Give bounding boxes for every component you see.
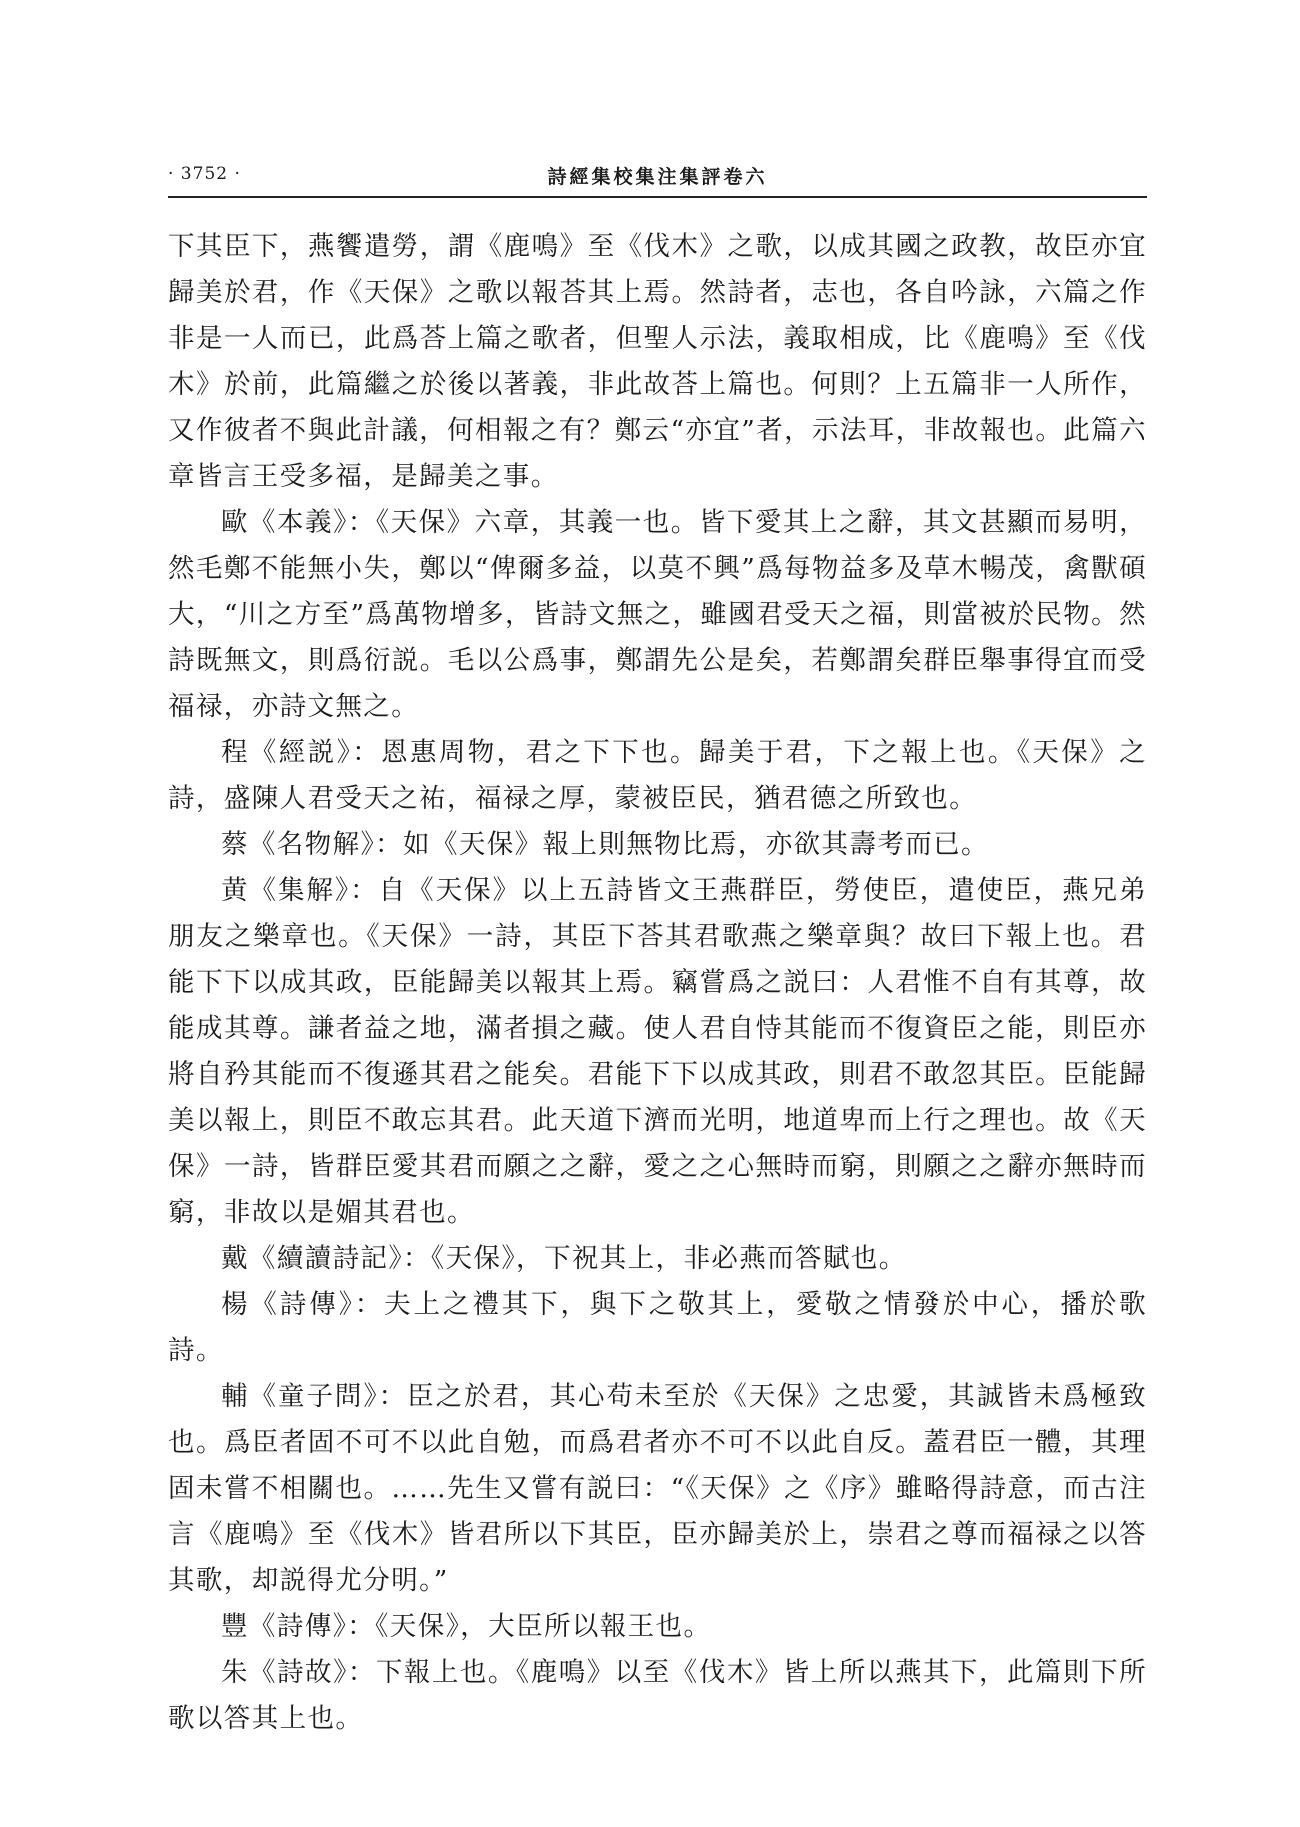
paragraph-feng-shizhuan: 豐《詩傳》：《天保》，大臣所以報王也。 <box>221 1611 712 1642</box>
page-header <box>168 160 1147 200</box>
paragraph-cheng-jingshuo: 程《經説》：恩惠周物，君之下下也。歸美于君，下之報上也。《天保》之詩，盛陳人君受天之祐，福禄之厚，蒙被臣民，猶君德之所致也。 <box>168 737 1147 814</box>
paragraph-yang-shizhuan: 楊《詩傳》：夫上之禮其下，與下之敬其上，愛敬之情發於中心，播於歌詩。 <box>168 1289 1147 1366</box>
paragraph-cai-mingwujie: 蔡《名物解》：如《天保》報上則無物比焉，亦欲其壽考而已。 <box>221 829 989 860</box>
paragraph-dai-xudushiji: 戴《續讀詩記》：《天保》，下祝其上，非必燕而答賦也。 <box>221 1243 907 1274</box>
text-body <box>168 224 1147 1742</box>
paragraph-huang-jijie: 黄《集解》：自《天保》以上五詩皆文王燕群臣，勞使臣，遣使臣，燕兄弟朋友之樂章也。《天保》一詩，其臣下荅其君歌燕之樂章與？故曰下報上也。君能下下以成其政，臣能歸美以報其上焉。竊嘗爲之説曰：人君惟不自有其尊，故能成其尊。謙者益之地，滿者損之藏。使人君自恃其能而不復資臣之能，則臣亦將自矜其能而不復遜其君之能矣。君能下下以成其政，則君不敢忽其臣。臣能歸美以報上，則臣不敢忘其君。此天道下濟而光明，地道卑而上行之理也。故《天保》一詩，皆群臣愛其君而願之之辭，愛之之心無時而窮，則願之之辭亦無時而窮，非故以是媚其君也。 <box>168 875 1147 1228</box>
header-rule <box>168 196 1147 198</box>
paragraph-fu-tongziwen: 輔《童子問》：臣之於君，其心苟未至於《天保》之忠愛，其誠皆未爲極致也。爲臣者固不可不以此自勉，而爲君者亦不可不以此自反。蓋君臣一體，其理固未嘗不相關也。……先生又嘗有説曰：“《天保》之《序》雖略得詩意，而古注言《鹿鳴》至《伐木》皆君所以下其臣，臣亦歸美於上，崇君之尊而福禄之以答其歌，却説得尤分明。” <box>168 1381 1147 1596</box>
paragraph-kong-commentary-continued: 下其臣下，燕饗遣勞，謂《鹿鳴》至《伐木》之歌，以成其國之政教，故臣亦宜歸美於君，作《天保》之歌以報荅其上焉。然詩者，志也，各自吟詠，六篇之作非是一人而已，此爲荅上篇之歌者，但聖人示法，義取相成，比《鹿鳴》至《伐木》於前，此篇繼之於後以著義，非此故荅上篇也。何則？上五篇非一人所作，又作彼者不與此計議，何相報之有？鄭云“亦宜”者，示法耳，非故報也。此篇六章皆言王受多福，是歸美之事。 <box>168 231 1147 492</box>
paragraph-ou-benyi: 歐《本義》：《天保》六章，其義一也。皆下愛其上之辭，其文甚顯而易明，然毛鄭不能無小失，鄭以“俾爾多益，以莫不興”爲每物益多及草木暢茂，禽獸碩大，“川之方至”爲萬物增多，皆詩文無之，雖國君受天之福，則當被於民物。然詩既無文，則爲衍説。毛以公爲事，鄭謂先公是矣，若鄭謂矣群臣舉事得宜而受福禄，亦詩文無之。 <box>168 507 1147 722</box>
page-number: · 3752 · <box>168 164 241 184</box>
paragraph-zhu-shigu: 朱《詩故》：下報上也。《鹿鳴》以至《伐木》皆上所以燕其下，此篇則下所歌以答其上也。 <box>168 1657 1147 1734</box>
running-title: 詩經集校集注集評卷六 <box>547 166 768 188</box>
